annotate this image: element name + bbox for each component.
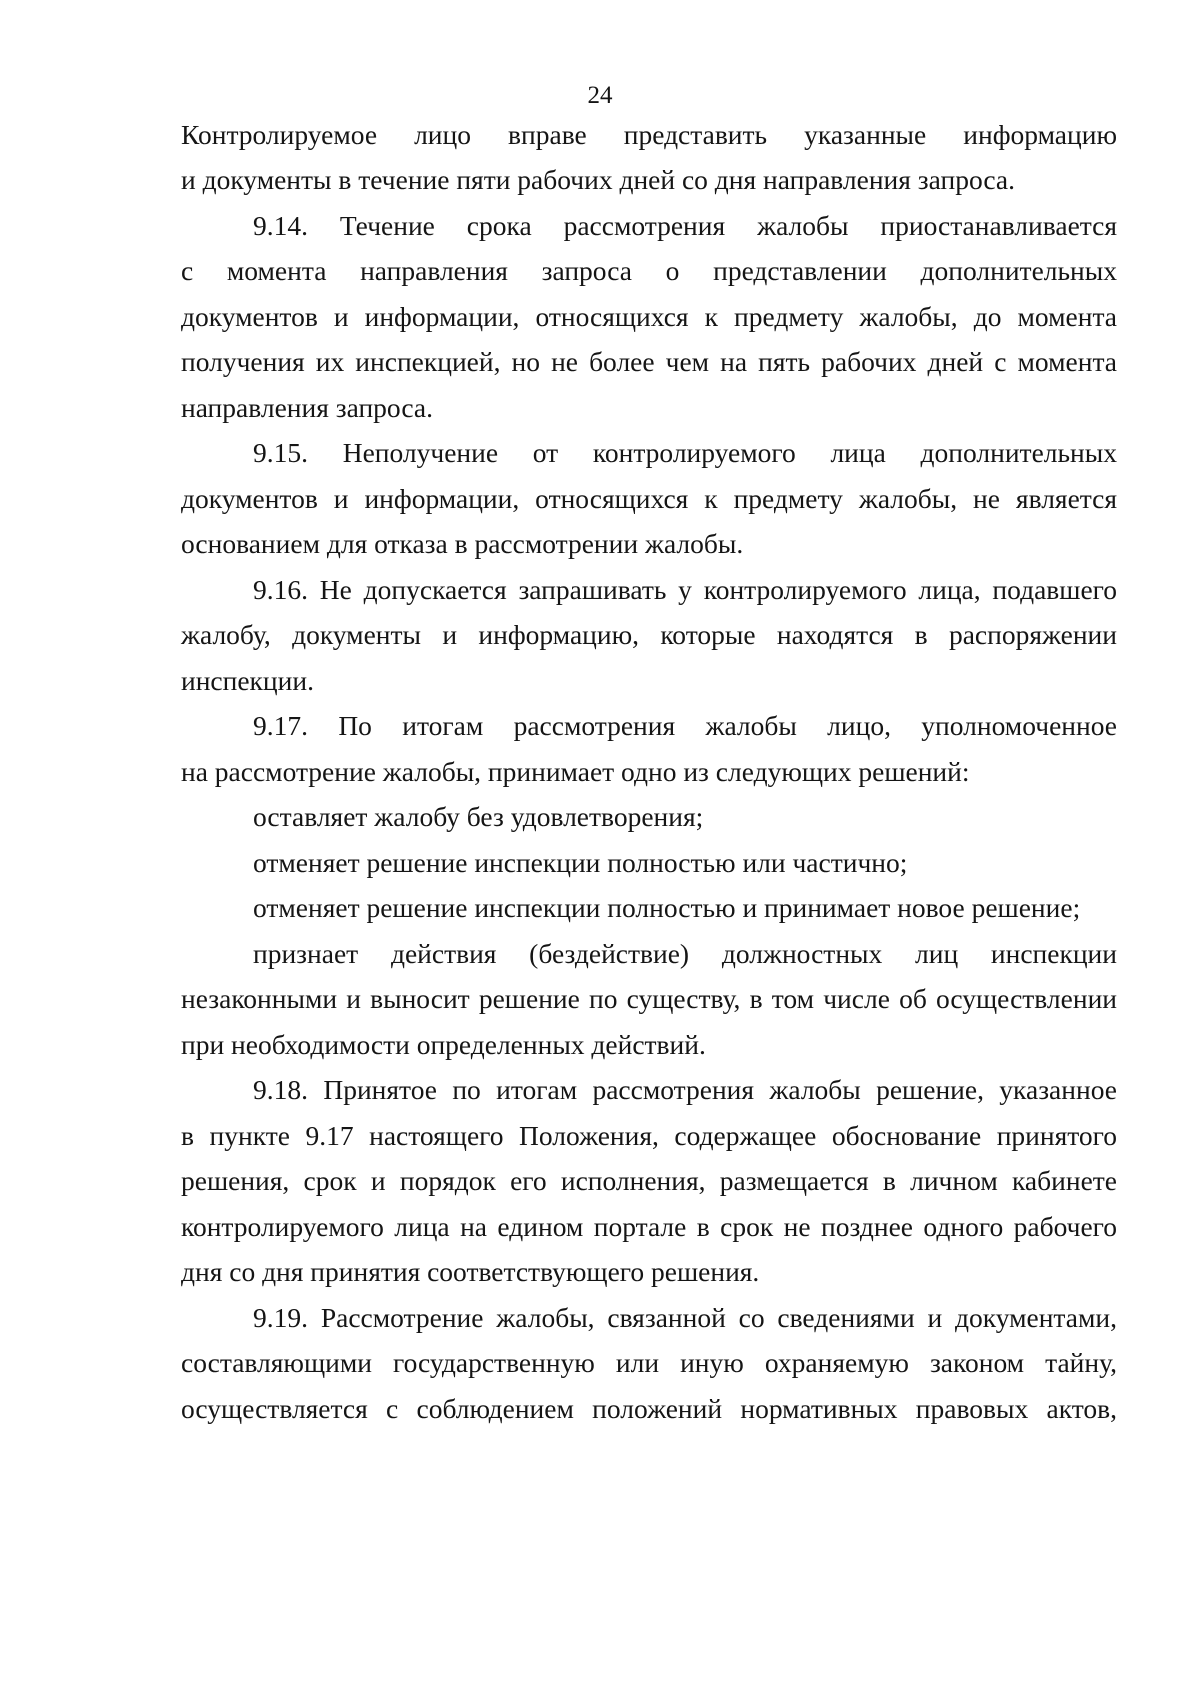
text-line: с момента направления запроса о представлении дополнительных (181, 255, 1117, 286)
text-line: составляющими государственную или иную охраняемую законом тайну, (181, 1347, 1117, 1378)
text-line: незаконными и выносит решение по существу, в том числе об осуществлении (181, 983, 1117, 1014)
text-line: осуществляется с соблюдением положений нормативных правовых актов, (181, 1393, 1117, 1424)
text-line: основанием для отказа в рассмотрении жалобы. (181, 528, 744, 559)
decision-item: отменяет решение инспекции полностью или частично; (253, 847, 908, 878)
decision-item: оставляет жалобу без удовлетворения; (253, 801, 704, 832)
paragraph-9-19-start: 9.19. Рассмотрение жалобы, связанной со сведениями и документами, (253, 1302, 1117, 1333)
text-line: направления запроса. (181, 392, 433, 423)
text-line: при необходимости определенных действий. (181, 1029, 706, 1060)
text-line: дня со дня принятия соответствующего решения. (181, 1256, 760, 1287)
text-line: Контролируемое лицо вправе представить указанные информацию (181, 119, 1117, 150)
decision-item: отменяет решение инспекции полностью и принимает новое решение; (253, 892, 1081, 923)
paragraph-9-16-start: 9.16. Не допускается запрашивать у контролируемого лица, подавшего (253, 574, 1117, 605)
decision-item: признает действия (бездействие) должностных лиц инспекции (253, 938, 1117, 969)
text-line: получения их инспекцией, но не более чем на пять рабочих дней с момента (181, 346, 1117, 377)
text-line: документов и информации, относящихся к предмету жалобы, до момента (181, 301, 1117, 332)
text-line: решения, срок и порядок его исполнения, размещается в личном кабинете (181, 1165, 1117, 1196)
text-line: и документы в течение пяти рабочих дней со дня направления запроса. (181, 164, 1016, 195)
page-number: 24 (587, 82, 613, 109)
paragraph-9-14-start: 9.14. Течение срока рассмотрения жалобы приостанавливается (253, 210, 1117, 241)
text-line: инспекции. (181, 665, 314, 696)
paragraph-9-17-start: 9.17. По итогам рассмотрения жалобы лицо, уполномоченное (253, 710, 1117, 741)
paragraph-9-18-start: 9.18. Принятое по итогам рассмотрения жалобы решение, указанное (253, 1074, 1117, 1105)
text-line: на рассмотрение жалобы, принимает одно из следующих решений: (181, 756, 970, 787)
paragraph-9-15-start: 9.15. Неполучение от контролируемого лица дополнительных (253, 437, 1117, 468)
text-line: в пункте 9.17 настоящего Положения, содержащее обоснование принятого (181, 1120, 1117, 1151)
text-line: контролируемого лица на едином портале в срок не позднее одного рабочего (181, 1211, 1117, 1242)
text-line: жалобу, документы и информацию, которые находятся в распоряжении (181, 619, 1117, 650)
text-line: документов и информации, относящихся к предмету жалобы, не является (181, 483, 1117, 514)
